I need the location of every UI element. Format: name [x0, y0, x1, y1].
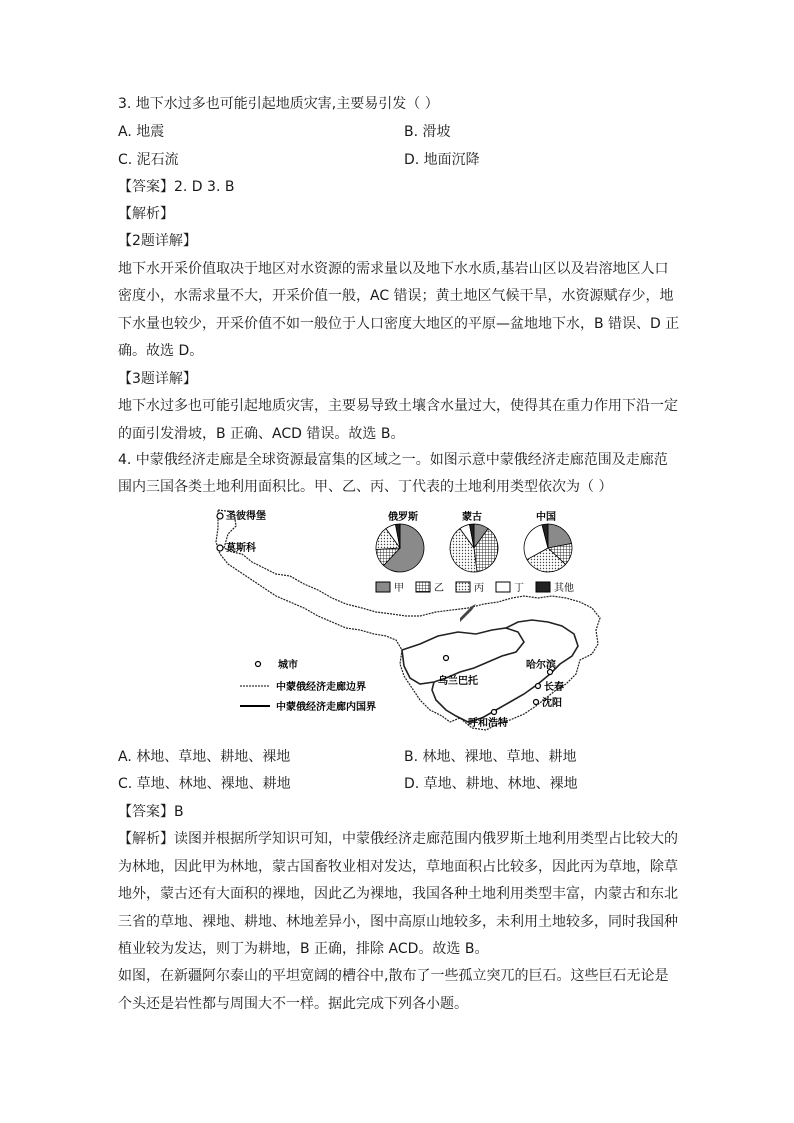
answer-block-1: 【答案】2. D 3. B [118, 179, 235, 195]
q2-detail-line: 确。故选 D。 [118, 343, 204, 359]
q4-option-c: C. 草地、林地、裸地、耕地 [118, 776, 291, 792]
legend-swatch-ding [496, 582, 510, 592]
q3-detail-line: 的面引发滑坡，B 正确、ACD 错误。故选 B。 [118, 426, 405, 442]
q3-detail-label: 【3题详解】 [118, 371, 197, 387]
q3-detail-line: 地下水过多也可能引起地质灾害，主要易导致土壤含水量过大，使得其在重力作用下沿一定 [118, 398, 678, 414]
city-marker [444, 656, 449, 661]
city-label: 呼和浩特 [468, 718, 508, 729]
q2-detail-line: 地下水开采价值取决于地区对水资源的需求量以及地下水水质,基岩山区以及岩溶地区人口 [118, 261, 669, 277]
city-marker [534, 700, 539, 705]
legend-city-icon [256, 662, 261, 667]
legend-label: 中蒙俄经济走廊边界 [276, 682, 366, 693]
city-label: 圣彼得堡 [226, 511, 266, 522]
q4-option-d: D. 草地、耕地、林地、裸地 [404, 776, 578, 792]
analysis2-line: 地外，蒙古还有大面积的裸地，因此乙为裸地，我国各种土地利用类型丰富，内蒙古和东北 [118, 886, 678, 902]
city-label: 乌兰巴托 [438, 676, 478, 687]
q4-option-b: B. 林地、裸地、草地、耕地 [404, 749, 577, 765]
q4-stem-line: 4. 中蒙俄经济走廊是全球资源最富集的区域之一。如图示意中蒙俄经济走廊范围及走廊范 [118, 452, 668, 468]
intro-line: 个头还是岩性都与周围大不一样。据此完成下列各小题。 [118, 996, 468, 1012]
q3-option-c: C. 泥石流 [118, 152, 179, 168]
q2-detail-line: 密度小，水需求量不大，开采价值一般，AC 错误；黄土地区气候干旱，水资源赋存少，地 [118, 288, 674, 304]
legend-label: 丁 [514, 583, 524, 594]
city-label: 沈阳 [542, 698, 562, 709]
q3-option-a: A. 地震 [118, 124, 165, 140]
q2-detail-label: 【2题详解】 [118, 233, 197, 249]
city-marker [492, 710, 497, 715]
city-marker [217, 545, 223, 551]
pie-title: 蒙古 [462, 512, 482, 523]
legend-swatch-bing [456, 582, 470, 592]
legend-label: 甲 [394, 583, 404, 594]
city-label: 长春 [544, 682, 564, 693]
intro-line: 如图，在新疆阿尔泰山的平坦宽阔的槽谷中,散布了一些孤立突兀的巨石。这些巨石无论是 [118, 968, 669, 984]
analysis-label: 【解析】 [118, 206, 174, 222]
city-marker [217, 513, 223, 519]
legend-label: 乙 [434, 583, 444, 594]
answer-block-2: 【答案】B [118, 804, 184, 820]
land-use-pies [376, 524, 572, 572]
q3-option-d: D. 地面沉降 [404, 152, 480, 168]
analysis2-line: 为林地，因此甲为林地，蒙古国畜牧业相对发达，草地面积占比较多，因此丙为草地，除草 [118, 859, 678, 875]
pie-legend [376, 581, 574, 594]
legend-label: 城市 [278, 660, 298, 671]
legend-swatch-jia [376, 582, 390, 592]
q4-stem-line: 围内三国各类土地利用面积比。甲、乙、丙、丁代表的土地利用类型依次为（ ） [118, 479, 613, 495]
analysis2-line: 三省的草地、裸地、耕地、林地差异小，图中高原山地较多，未利用土地较多，同时我国种 [118, 914, 678, 930]
q3-stem: 3. 地下水过多也可能引起地质灾害,主要易引发（ ） [118, 96, 439, 112]
q3-option-b: B. 滑坡 [404, 124, 451, 140]
q4-option-a: A. 林地、草地、耕地、裸地 [118, 749, 291, 765]
legend-swatch-other [536, 582, 550, 592]
legend-label: 其他 [554, 583, 574, 594]
corridor-map [206, 504, 606, 740]
pie-title: 中国 [536, 512, 556, 523]
city-label: 哈尔滨 [526, 660, 556, 671]
analysis2-line: 植业较为发达，则丁为耕地，B 正确，排除 ACD。故选 B。 [118, 941, 489, 957]
legend-label: 丙 [474, 583, 484, 594]
city-label: 莫斯科 [226, 543, 256, 554]
q2-detail-line: 下水量也较少，开采价值不如一般位于人口密度大地区的平原—盆地地下水，B 错误、D 正 [118, 316, 680, 332]
city-marker [536, 684, 541, 689]
legend-label: 中蒙俄经济走廊内国界 [276, 702, 376, 713]
map-legend [240, 658, 376, 713]
analysis2-line: 【解析】读图并根据所学知识可知，中蒙俄经济走廊范围内俄罗斯土地利用类型占比较大的 [118, 831, 678, 847]
pie-title: 俄罗斯 [388, 512, 418, 523]
legend-swatch-yi [416, 582, 430, 592]
